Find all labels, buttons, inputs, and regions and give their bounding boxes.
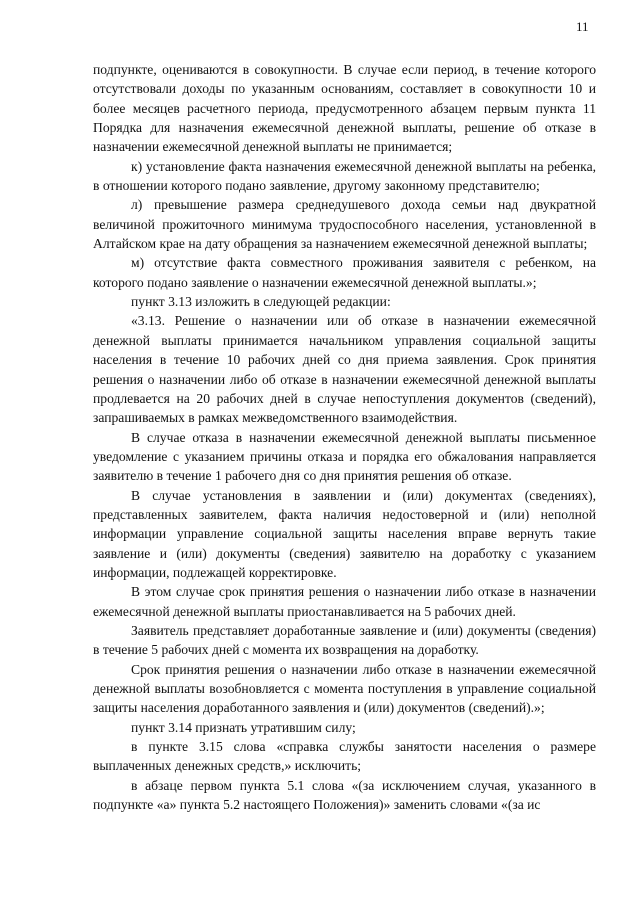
paragraph-amendment-3-13: пункт 3.13 изложить в следующей редакции:	[131, 294, 391, 310]
paragraph-continuation: подпункте, оцениваются в совокупности. В случае если период, в течение которого отсутствовали доходы по указанным основаниям, составляет в совокупности 10 и более месяцев расчетного периода, предусмотренного абзацем первым пункта 11 Порядка для назначения ежемесячной денежной выплаты, решение об отказе в назначении ежемесячной денежной выплаты не принимается;	[93, 62, 596, 155]
paragraph-clause-5-1: в абзаце первом пункта 5.1 слова «(за исключением случая, указанного в подпункте «а» пункта 5.2 настоящего Положения)» заменить словами «(за ис	[93, 777, 596, 813]
paragraph-return-for-revision: В случае установления в заявлении и (или) документах (сведениях), представленных заявителем, факта наличия недостоверной и (или) неполной информации управление социальной защиты населения вправе вернуть такие заявление и (или) документы (сведения) заявителю на доработку с указанием информации, подлежащей корректировке.	[93, 487, 596, 580]
paragraph-item-l: л) превышение размера среднедушевого дохода семьи над двукратной величиной прожиточного минимума трудоспособного населения, установленной в Алтайском крае на дату обращения за назначением ежемесячной денежной выплаты;	[93, 197, 596, 252]
paragraph-clause-3-15: в пункте 3.15 слова «справка службы занятости населения о размере выплаченных денежных средств,» исключить;	[93, 739, 596, 774]
paragraph-resumption: Срок принятия решения о назначении либо отказе в назначении ежемесячной денежной выплаты возобновляется с момента поступления в управление социальной защиты населения доработанного заявления и (или) документов (сведений).»;	[93, 661, 596, 716]
paragraph-item-k: к) установление факта назначения ежемесячной денежной выплаты на ребенка, в отношении которого подано заявление, другому законному представителю;	[93, 158, 596, 194]
paragraph-refusal-notice: В случае отказа в назначении ежемесячной денежной выплаты письменное уведомление с указанием причины отказа и порядка его обжалования направляется заявителю в течение 1 рабочего дня со дня принятия решения об отказе.	[93, 429, 596, 484]
paragraph-clause-3-14: пункт 3.14 признать утратившим силу;	[131, 719, 356, 735]
paragraph-clause-3-13: «3.13. Решение о назначении или об отказе в назначении ежемесячной денежной выплаты принимается начальником управления социальной защиты населения в течение 10 рабочих дней со дня приема заявления. Срок принятия решения о назначении либо об отказе в назначении ежемесячной денежной выплаты продлевается на 20 рабочих дней в случае непоступления документов (сведений), запрашиваемых в рамках межведомственного взаимодействия.	[93, 313, 596, 426]
page-number: 11	[576, 19, 589, 34]
paragraph-resubmission: Заявитель представляет доработанные заявление и (или) документы (сведения) в течение 5 рабочих дней с момента их возвращения на доработку.	[93, 622, 596, 658]
document-body	[93, 60, 596, 814]
paragraph-item-m: м) отсутствие факта совместного проживания заявителя с ребенком, на которого подано заявление о назначении ежемесячной денежной выплаты.»;	[93, 255, 596, 290]
paragraph-suspension: В этом случае срок принятия решения о назначении либо отказе в назначении ежемесячной денежной выплаты приостанавливается на 5 рабочих дней.	[93, 584, 596, 619]
